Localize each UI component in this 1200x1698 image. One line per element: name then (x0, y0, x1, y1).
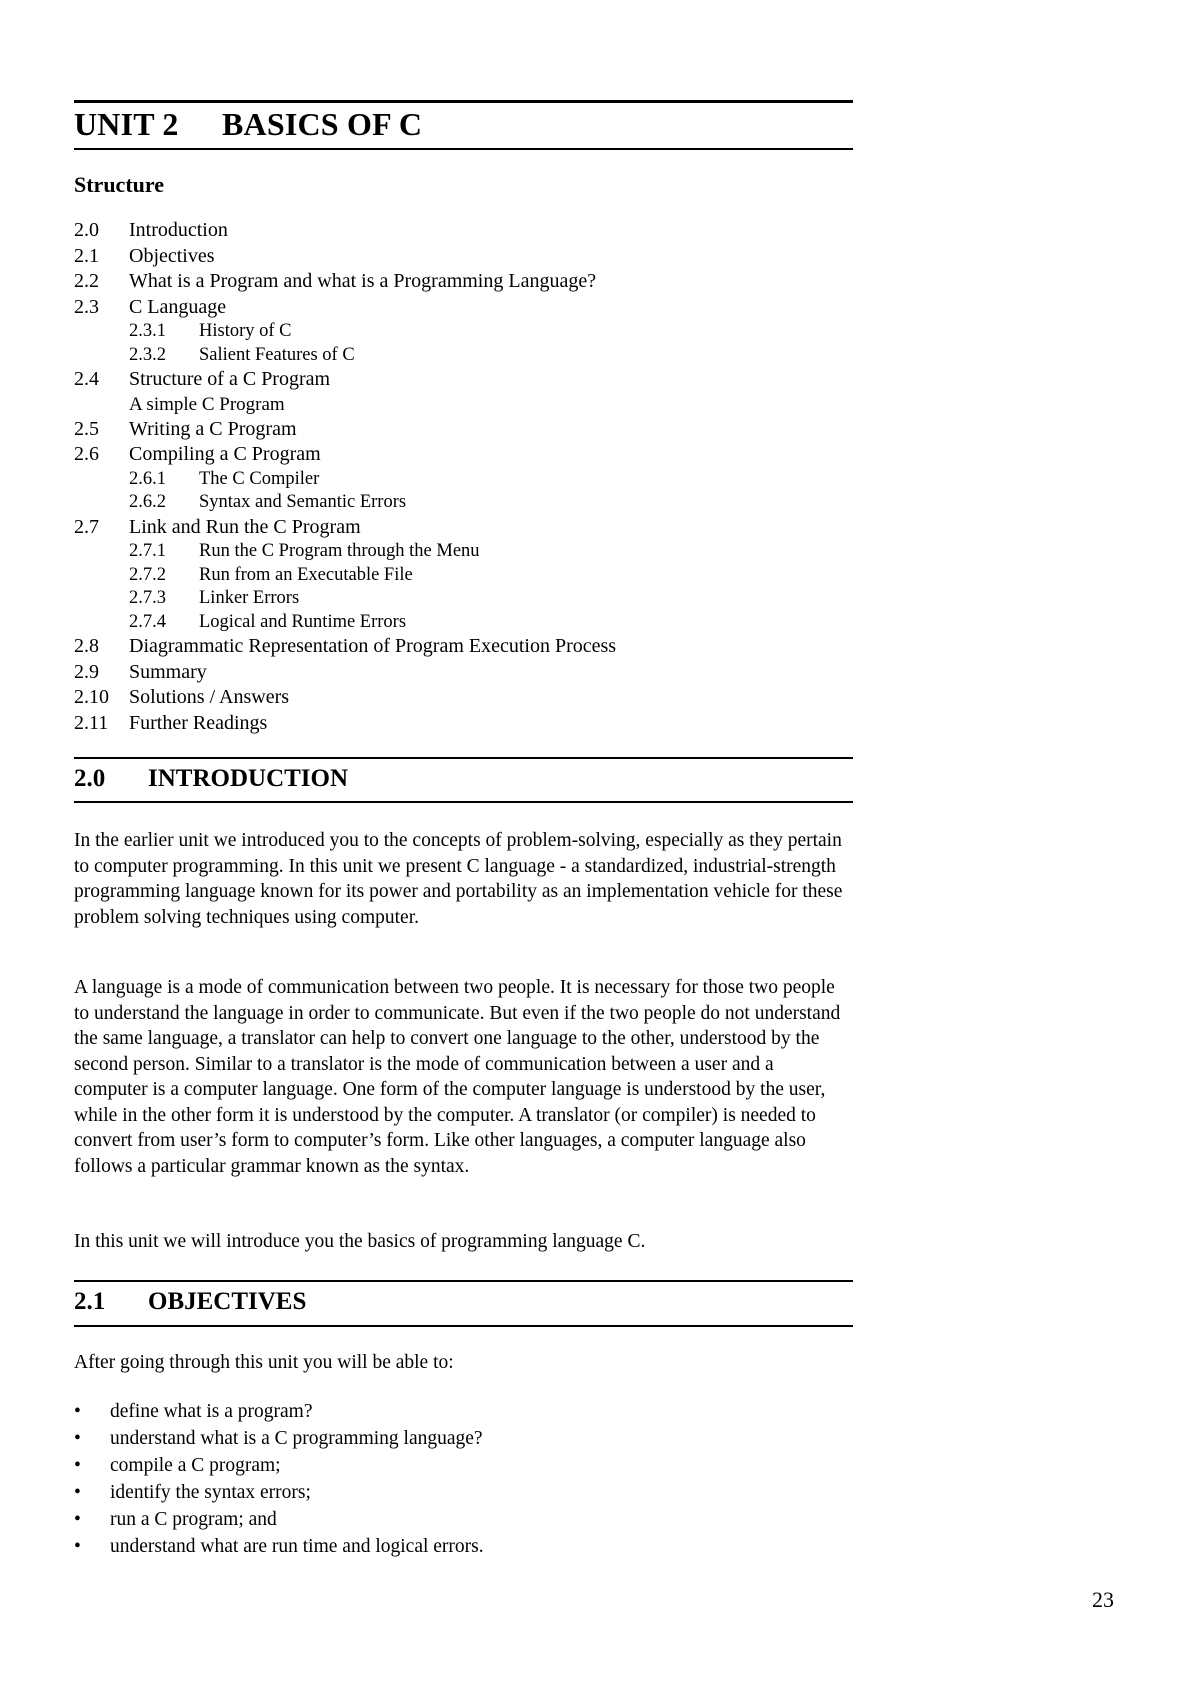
structure-item-title: What is a Program and what is a Programming Language? (129, 270, 597, 292)
bullet-icon: • (74, 1482, 81, 1503)
structure-item-title: Logical and Runtime Errors (199, 611, 407, 632)
unit-number: UNIT 2 (74, 106, 179, 142)
structure-heading: Structure (74, 172, 165, 197)
intro-section-title: INTRODUCTION (148, 765, 349, 792)
objectives-section-title: OBJECTIVES (148, 1288, 307, 1315)
unit-title-top-rule (74, 100, 853, 103)
objectives-lead: After going through this unit you will be able to: (74, 1352, 454, 1373)
structure-item-number: 2.7.3 (129, 588, 166, 608)
objectives-bottom-rule (74, 1325, 853, 1327)
structure-item-title: Further Readings (129, 711, 268, 734)
structure-item-number: 2.7.2 (129, 564, 166, 585)
unit-title (74, 106, 422, 143)
structure-item-number: 2.0 (74, 219, 99, 241)
structure-item-number: 2.6.1 (129, 468, 166, 489)
intro-top-rule (74, 757, 853, 759)
structure-item-number: 2.4 (74, 368, 99, 390)
structure-item-title: Writing a C Program (129, 417, 297, 440)
structure-item-title: History of C (199, 321, 292, 341)
bullet-icon: • (74, 1428, 81, 1449)
objectives-top-rule (74, 1280, 853, 1282)
objectives-section-number: 2.1 (74, 1288, 106, 1315)
bullet-icon: • (74, 1455, 81, 1476)
unit-title-bottom-rule (74, 148, 853, 150)
intro-paragraph-3: In this unit we will introduce you the basics of programming language C. (74, 1231, 646, 1252)
intro-bottom-rule (74, 801, 853, 803)
page-number: 23 (1092, 1587, 1114, 1612)
structure-item-number: 2.11 (74, 711, 109, 734)
structure-item-number: 2.7.1 (129, 541, 166, 561)
structure-item-title: Compiling a C Program (129, 443, 321, 465)
structure-item-title: Structure of a C Program (129, 368, 331, 390)
objectives-heading (74, 1288, 306, 1316)
structure-item-title: Summary (129, 660, 207, 683)
objective-text: compile a C program; (110, 1455, 281, 1476)
structure-item-number: 2.7.4 (129, 611, 166, 632)
structure-item-title: Solutions / Answers (129, 686, 290, 708)
structure-item-number: 2.8 (74, 635, 99, 657)
structure-item-number: 2.10 (74, 686, 109, 708)
intro-heading (74, 765, 348, 793)
structure-item-number: 2.3.2 (129, 344, 166, 365)
structure-item-number: 2.6.2 (129, 492, 166, 512)
intro-paragraph-2: A language is a mode of communication between two people. It is necessary for those two people to understand the language in order to communicate. But even if the two people do not understand the same language, a translator can help to convert one language to the other, understood by the second person. Similar to a translator is the mode of communication between a user and a computer is a computer language. One form of the computer language is understood by the user, while in the other form it is understood by the computer. A translator (or compiler) is needed to convert from user’s form to computer’s form. Like other languages, a computer language also follows a particular grammar known as the syntax. (74, 977, 841, 1177)
structure-item-title: Run the C Program through the Menu (199, 541, 480, 561)
structure-item-title: Linker Errors (199, 588, 300, 608)
objective-text: understand what is a C programming language? (110, 1428, 483, 1449)
structure-item-title: Salient Features of C (199, 344, 355, 365)
objective-text: understand what are run time and logical errors. (110, 1536, 484, 1557)
unit-name: BASICS OF C (222, 106, 423, 142)
structure-item-title: Syntax and Semantic Errors (199, 492, 407, 512)
objective-text: run a C program; and (110, 1509, 277, 1530)
structure-item-number: 2.3 (74, 295, 99, 318)
bullet-icon: • (74, 1401, 81, 1422)
structure-item-number: 2.2 (74, 270, 99, 292)
structure-item-title: A simple C Program (129, 393, 285, 415)
structure-item-number: 2.3.1 (129, 321, 166, 341)
structure-item-title: Diagrammatic Representation of Program Execution Process (129, 635, 617, 657)
intro-section-number: 2.0 (74, 765, 106, 792)
structure-item-title: C Language (129, 295, 227, 318)
structure-item-title: The C Compiler (199, 468, 320, 489)
structure-item-number: 2.7 (74, 515, 99, 538)
structure-item-number: 2.1 (74, 244, 99, 267)
bullet-icon: • (74, 1536, 81, 1557)
objective-text: identify the syntax errors; (110, 1482, 311, 1503)
structure-item-title: Run from an Executable File (199, 564, 413, 585)
structure-item-number: 2.6 (74, 443, 99, 465)
structure-item-number: 2.5 (74, 417, 99, 440)
structure-item-number: 2.9 (74, 660, 99, 683)
structure-item-title: Introduction (129, 219, 228, 241)
bullet-icon: • (74, 1509, 81, 1530)
intro-paragraph-1: In the earlier unit we introduced you to the concepts of problem-solving, especially as they pertain to computer programming. In this unit we present C language - a standardized, industrial-strength programming language known for its power and portability as an implementation vehicle for these problem solving techniques using computer. (74, 830, 843, 928)
objective-text: define what is a program? (110, 1401, 313, 1422)
structure-item-title: Objectives (129, 244, 215, 267)
structure-item-title: Link and Run the C Program (129, 515, 361, 538)
